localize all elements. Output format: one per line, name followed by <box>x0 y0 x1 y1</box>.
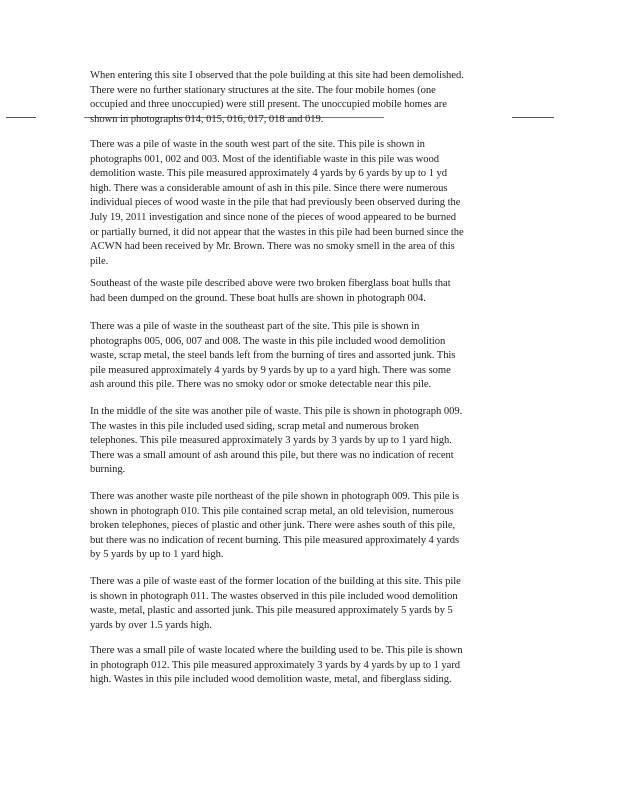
text-line: high. Wastes in this pile included wood demolition waste, metal, and fiberglass siding. <box>90 674 452 686</box>
paragraph-site-observation <box>90 69 522 127</box>
text-line: There were no further stationary structures at the site. The four mobile homes (one <box>90 84 436 96</box>
text-line: demolition waste. This pile measured approximately 4 yards by 6 yards by up to 1 yd <box>90 168 447 180</box>
text-line: or partially burned, it did not appear that the wastes in this pile had been burned since the <box>90 226 464 238</box>
text-line: photographs 005, 006, 007 and 008. The waste in this pile included wood demolition <box>90 335 446 347</box>
text-line: There was a small pile of waste located where the building used to be. This pile is shown <box>90 645 463 656</box>
text-line: waste, metal, plastic and assorted junk. This pile measured approximately 5 yards by 5 <box>90 605 453 617</box>
text-line: is shown in photograph 011. The wastes observed in this pile included wood demolition <box>90 590 458 602</box>
text-line: There was another waste pile northeast of the pile shown in photograph 009. This pile is <box>90 491 460 502</box>
text-line: In the middle of the site was another pile of waste. This pile is shown in photograph 009. <box>90 406 463 417</box>
text-line: in photograph 012. This pile measured approximately 3 yards by 4 yards by up to 1 yard <box>90 659 461 671</box>
text-line: There was a small amount of ash around this pile, but there was no indication of recent <box>90 449 454 461</box>
paragraph-boat-hulls <box>90 277 522 306</box>
text-line: by 5 yards by up to 1 yard high. <box>90 549 224 561</box>
text-line: shown in photographs 014, 015, 016, 017, 018 and 019. <box>90 113 324 125</box>
left-margin-rule <box>6 117 36 118</box>
text-line: pile measured approximately 4 yards by 9 yards by up to a yard high. There was some <box>90 364 451 376</box>
paragraph-northeast-pile <box>90 490 522 563</box>
text-line: The wastes in this pile included used siding, scrap metal and numerous broken <box>90 420 419 432</box>
text-line: There was a pile of waste in the south west part of the site. This pile is shown in <box>90 139 425 150</box>
text-line: broken telephones, pieces of plastic and other junk. There were ashes south of this pile, <box>90 520 456 532</box>
paragraph-east-pile <box>90 575 522 633</box>
text-line: There was a pile of waste in the southeast part of the site. This pile is shown in <box>90 321 420 332</box>
text-line: When entering this site I observed that the pole building at this site had been demolished. <box>90 70 464 81</box>
text-line: There was a pile of waste east of the former location of the building at this site. This pile <box>90 576 461 587</box>
text-line: pile. <box>90 255 109 267</box>
paragraph-southeast-pile <box>90 320 522 393</box>
text-line: but there was no indication of recent burning. This pile measured approximately 4 yards <box>90 534 460 546</box>
text-line: occupied and three unoccupied) were still present. The unoccupied mobile homes are <box>90 99 447 111</box>
text-line: had been dumped on the ground. These boat hulls are shown in photograph 004. <box>90 292 426 304</box>
text-line: photographs 001, 002 and 003. Most of the identifiable waste in this pile was wood <box>90 153 439 165</box>
text-line: telephones. This pile measured approximately 3 yards by 3 yards by up to 1 yard high. <box>90 435 452 447</box>
text-line: individual pieces of wood waste in the pile that had previously been observed during the <box>90 197 461 209</box>
text-line: burning. <box>90 464 126 476</box>
paragraph-southwest-pile <box>90 138 522 269</box>
text-line: July 19, 2011 investigation and since none of the pieces of wood appeared to be burned <box>90 211 456 223</box>
text-line: waste, scrap metal, the steel bands left from the burning of tires and assorted junk. This <box>90 350 456 362</box>
text-line: ACWN had been received by Mr. Brown. There was no smoky smell in the area of this <box>90 241 455 253</box>
text-line: yards by over 1.5 yards high. <box>90 619 212 631</box>
paragraph-middle-pile <box>90 405 522 478</box>
text-line: Southeast of the waste pile described above were two broken fiberglass boat hulls that <box>90 278 451 289</box>
text-line: ash around this pile. There was no smoky odor or smoke detectable near this pile. <box>90 379 432 391</box>
text-line: high. There was a considerable amount of ash in this pile. Since there were numerous <box>90 182 448 194</box>
text-line: shown in photograph 010. This pile contained scrap metal, an old television, numerous <box>90 505 454 517</box>
paragraph-building-location-pile <box>90 644 522 688</box>
